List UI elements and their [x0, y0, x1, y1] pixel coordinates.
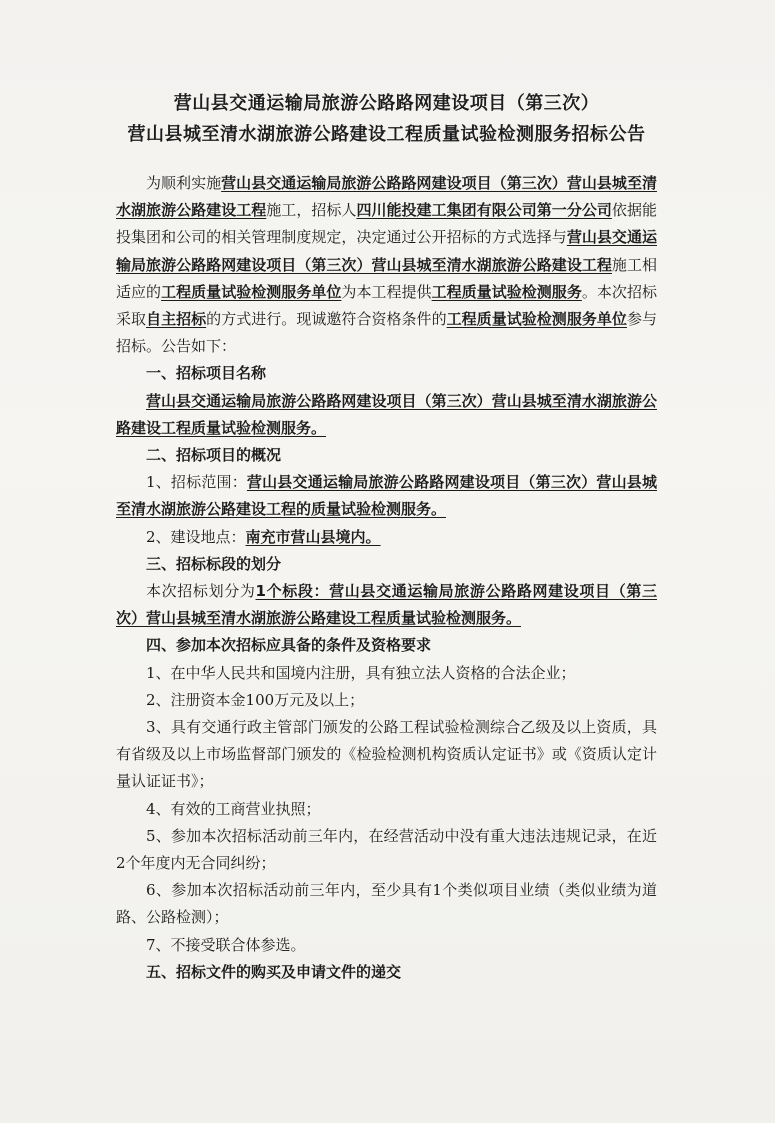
requirement-item: 3、具有交通行政主管部门颁发的公路工程试验检测综合乙级及以上资质，具有省级及以上市场监督部门颁发的《检验检测机构资质认定证书》或《资质认定计量认证证书》；: [116, 718, 657, 791]
project-name: 营山县交通运输局旅游公路路网建设项目（第三次）营山县城至清水湖旅游公路建设工程: [116, 228, 657, 274]
section-5-heading: 五、招标文件的购买及申请文件的递交: [146, 962, 402, 981]
intro-text: 依据能投集团和公司的相关管理制度规定，决定通过公开招标的方式选择与: [116, 201, 657, 247]
intro-text: 。本次招标采取: [116, 282, 657, 329]
intro-text: 参与招标。公告如下：: [116, 310, 657, 356]
intro-text: 施工相适应的: [116, 255, 657, 301]
scope-label: 1、招标范围：: [146, 473, 247, 492]
section-4-heading: 四、参加本次招标应具备的条件及资格要求: [146, 636, 432, 655]
section-1-heading: 一、招标项目名称: [146, 364, 267, 383]
requirement-item: 2、注册资本金100万元及以上；: [146, 690, 365, 709]
lot-value: 1个标段：营山县交通运输局旅游公路路网建设项目（第三次）营山县城至清水湖旅游公路建设工程质量试验检测服务。: [116, 582, 657, 628]
title-line-2: 营山县城至清水湖旅游公路建设工程质量试验检测服务招标公告: [127, 124, 646, 145]
tender-method: 自主招标: [146, 310, 207, 329]
section-1-content: [116, 388, 657, 442]
requirement-item: 6、参加本次招标活动前三年内，至少具有1个类似项目业绩（类似业绩为道路、公路检测）；: [116, 881, 657, 927]
section-2-heading: 二、招标项目的概况: [146, 446, 282, 465]
service-unit: 工程质量试验检测服务单位: [446, 310, 627, 329]
site-label: 2、建设地点：: [146, 527, 246, 546]
section-3-heading: 三、招标标段的划分: [146, 554, 282, 573]
lot-division: [116, 578, 657, 632]
requirement-item: 7、不接受联合体参选。: [146, 935, 306, 954]
intro-text: 的方式进行。现诚邀符合资格条件的: [206, 310, 447, 329]
service-name: 工程质量试验检测服务: [431, 282, 582, 301]
project-title: 营山县交通运输局旅游公路路网建设项目（第三次）营山县城至清水湖旅游公路建设工程质量试验检测服务。: [116, 391, 657, 437]
document-body: [116, 170, 657, 986]
construction-site: [116, 524, 657, 551]
intro-paragraph: [116, 170, 657, 360]
project-name: 营山县交通运输局旅游公路路网建设项目（第三次）营山县城至清水湖旅游公路建设工程: [116, 174, 657, 220]
tenderer-name: 四川能投建工集团有限公司第一分公司: [356, 201, 612, 220]
requirement-item: 5、参加本次招标活动前三年内，在经营活动中没有重大违法违规记录，在近2个年度内无合同纠纷；: [116, 826, 657, 873]
scope-value: 营山县交通运输局旅游公路路网建设项目（第三次）营山县城至清水湖旅游公路建设工程的质量试验检测服务。: [116, 473, 657, 519]
intro-text: 为顺利实施: [146, 174, 222, 192]
requirement-item: 4、有效的工商营业执照；: [146, 799, 321, 818]
site-value: 南充市营山县境内。: [245, 527, 381, 546]
intro-text: 施工，招标人: [266, 201, 357, 220]
tender-scope: [116, 469, 657, 523]
intro-text: 为本工程提供: [341, 282, 432, 301]
title-line-1: 营山县交通运输局旅游公路路网建设项目（第三次）: [173, 93, 600, 114]
service-unit: 工程质量试验检测服务单位: [161, 282, 342, 301]
lot-text: 本次招标划分为: [146, 582, 256, 601]
document-title: [116, 88, 657, 150]
requirement-item: 1、在中华人民共和国境内注册，具有独立法人资格的合法企业；: [146, 663, 576, 682]
